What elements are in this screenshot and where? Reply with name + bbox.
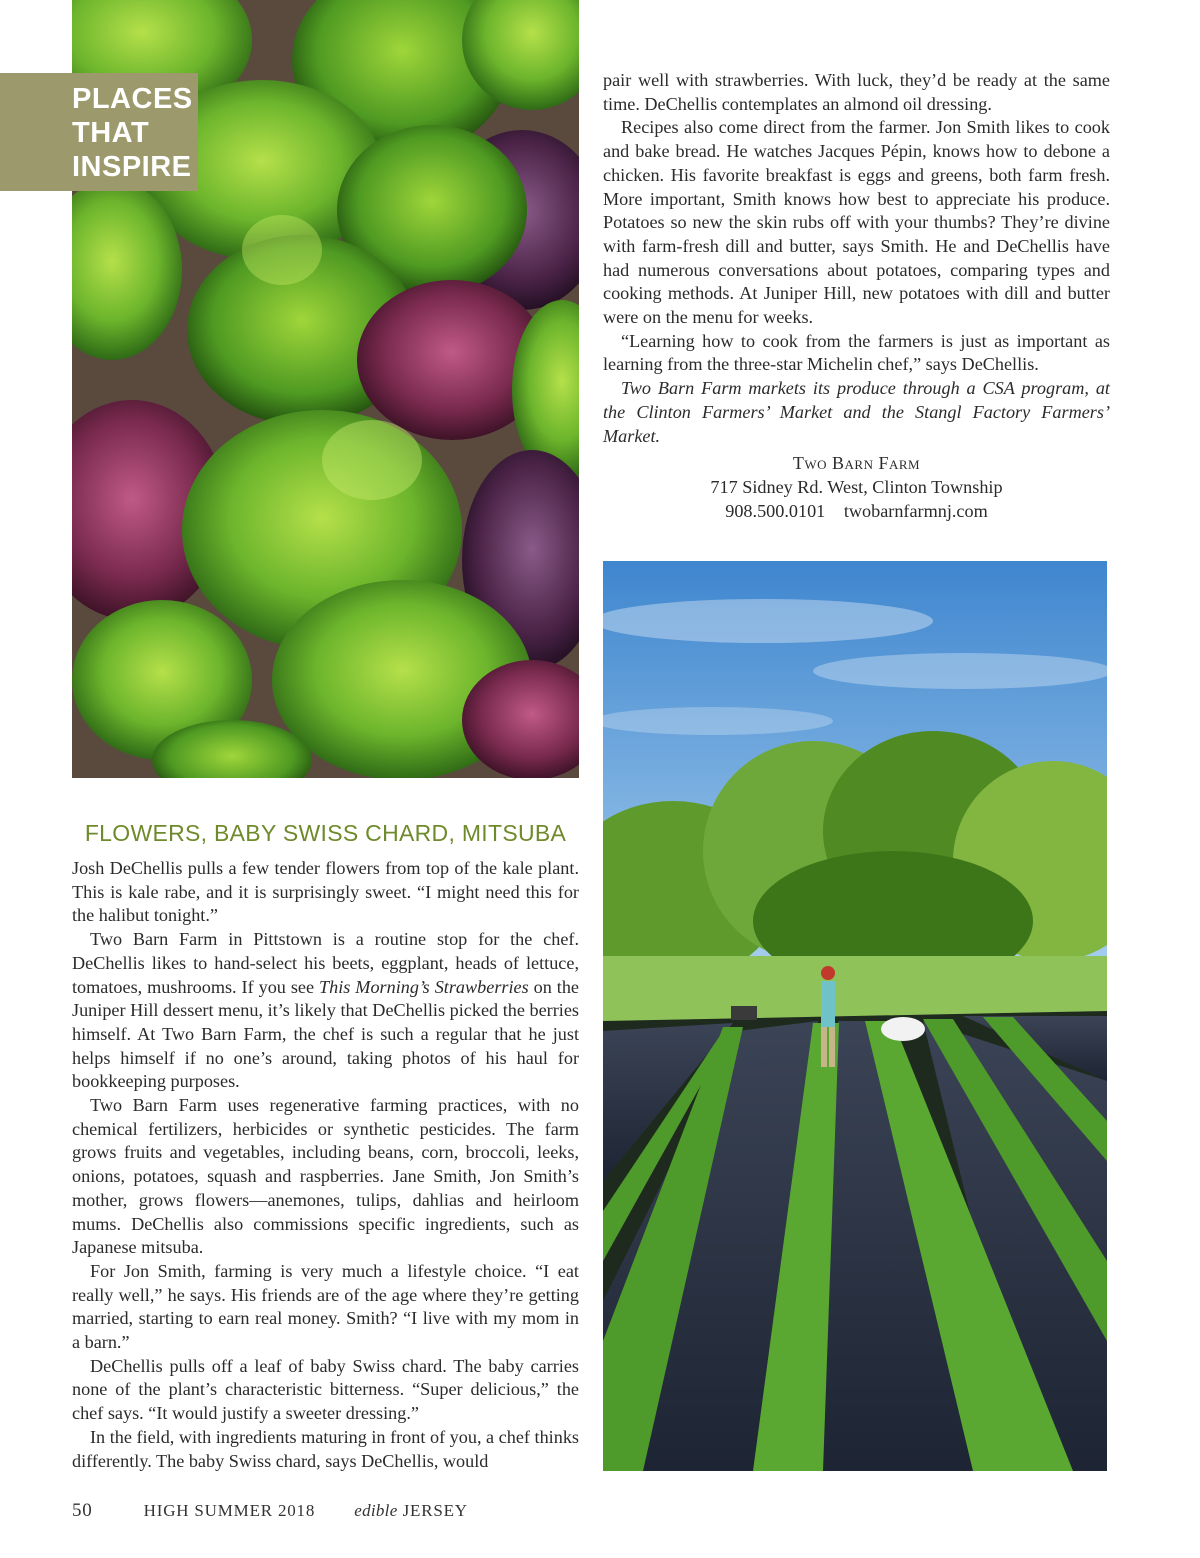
paragraph-text: on the Juniper Hill dessert menu, it’s likely that DeChellis picked the berries himself. At Two Barn Farm, the chef is such a regular that he just helps himself if no one’s around, taking photos of his haul for bookkeeping purposes. bbox=[72, 976, 579, 1092]
paragraph: “Learning how to cook from the farmers is just as important as learning from the three-star Michelin chef,” says DeChellis. bbox=[603, 330, 1110, 375]
italic-note bbox=[603, 377, 1110, 448]
paragraph: Recipes also come direct from the farmer. Jon Smith likes to cook and bake bread. He watches Jacques Pépin, knows how to debone a chicken. His favorite breakfast is eggs and greens, both farm fresh. More important, Smith knows how best to appreciate his produce. Potatoes so new the skin rubs off with your thumbs? They’re divine with farm-fresh dill and butter, says Smith. He and DeChellis have had numerous conversations about potatoes, comparing types and cooking methods. At Juniper Hill, new potatoes with dill and butter were on the menu for weeks. bbox=[603, 117, 1110, 328]
paragraph: Josh DeChellis pulls a few tender flowers from top of the kale plant. This is kale rabe, and it is surprisingly sweet. “I might need this for the halibut tonight.” bbox=[72, 858, 579, 926]
farm-address: 717 Sidney Rd. West, Clinton Township bbox=[710, 477, 1003, 497]
paragraph-text: Two Barn Farm in Pittstown is a routine stop for the chef. DeChellis likes to hand-select his beets, eggplant, heads of lettuce, tomatoes, mushrooms. If you see bbox=[72, 929, 579, 997]
paragraph: Two Barn Farm uses regenerative farming practices, with no chemical fertilizers, herbicides or synthetic pesticides. The farm grows fruits and vegetables, including beans, corn, broccoli, leeks, onions, potatoes, squash and raspberries. Jane Smith, Jon Smith’s mother, grows flowers—anemones, tulips, dahlias and heirloom mums. DeChellis also commissions specific ingredients, such as Japanese mitsuba. bbox=[72, 1095, 579, 1258]
section-tab bbox=[0, 73, 198, 191]
paragraph: Two Barn Farm markets its produce through a CSA program, at the Clinton Farmers’ Market and the Stangl Factory Farmers’ Market. bbox=[603, 378, 1110, 446]
section-tab-line-1: PLACES bbox=[72, 83, 193, 115]
right-column bbox=[603, 69, 1110, 448]
farm-info bbox=[603, 451, 1110, 523]
farm-name: Two Barn Farm bbox=[792, 453, 921, 473]
page-number: 50 bbox=[72, 1500, 93, 1521]
section-tab-line-3: INSPIRE bbox=[72, 151, 192, 183]
farm-field-photo bbox=[603, 561, 1107, 1471]
left-column bbox=[72, 857, 579, 1473]
section-tab-line-2: THAT bbox=[72, 117, 150, 149]
farm-contact bbox=[603, 499, 1110, 523]
dessert-name: This Morning’s Strawberries bbox=[319, 976, 529, 997]
paragraph: In the field, with ingredients maturing in front of you, a chef thinks differently. The baby Swiss chard, says DeChellis, would bbox=[72, 1426, 579, 1471]
brand-jersey: JERSEY bbox=[402, 1501, 468, 1520]
farm-website[interactable]: twobarnfarmnj.com bbox=[843, 501, 988, 521]
issue-label: HIGH SUMMER 2018 bbox=[143, 1501, 316, 1520]
paragraph: pair well with strawberries. With luck, they’d be ready at the same time. DeChellis contemplates an almond oil dressing. bbox=[603, 70, 1110, 114]
paragraph bbox=[72, 928, 579, 1094]
farm-phone: 908.500.0101 bbox=[725, 501, 826, 521]
section-heading: FLOWERS, BABY SWISS CHARD, MITSUBA bbox=[84, 820, 567, 846]
brand-edible: edible bbox=[354, 1501, 398, 1520]
paragraph: For Jon Smith, farming is very much a lifestyle choice. “I eat really well,” he says. His friends are of the age where they’re getting married, starting to earn real money. Smith? “I live with my mom in a barn.” bbox=[72, 1260, 579, 1353]
page-footer bbox=[72, 1500, 468, 1522]
paragraph: DeChellis pulls off a leaf of baby Swiss chard. The baby carries none of the plant’s characteristic bitterness. “Super delicious,” the chef says. “It would justify a sweeter dressing.” bbox=[72, 1355, 579, 1424]
